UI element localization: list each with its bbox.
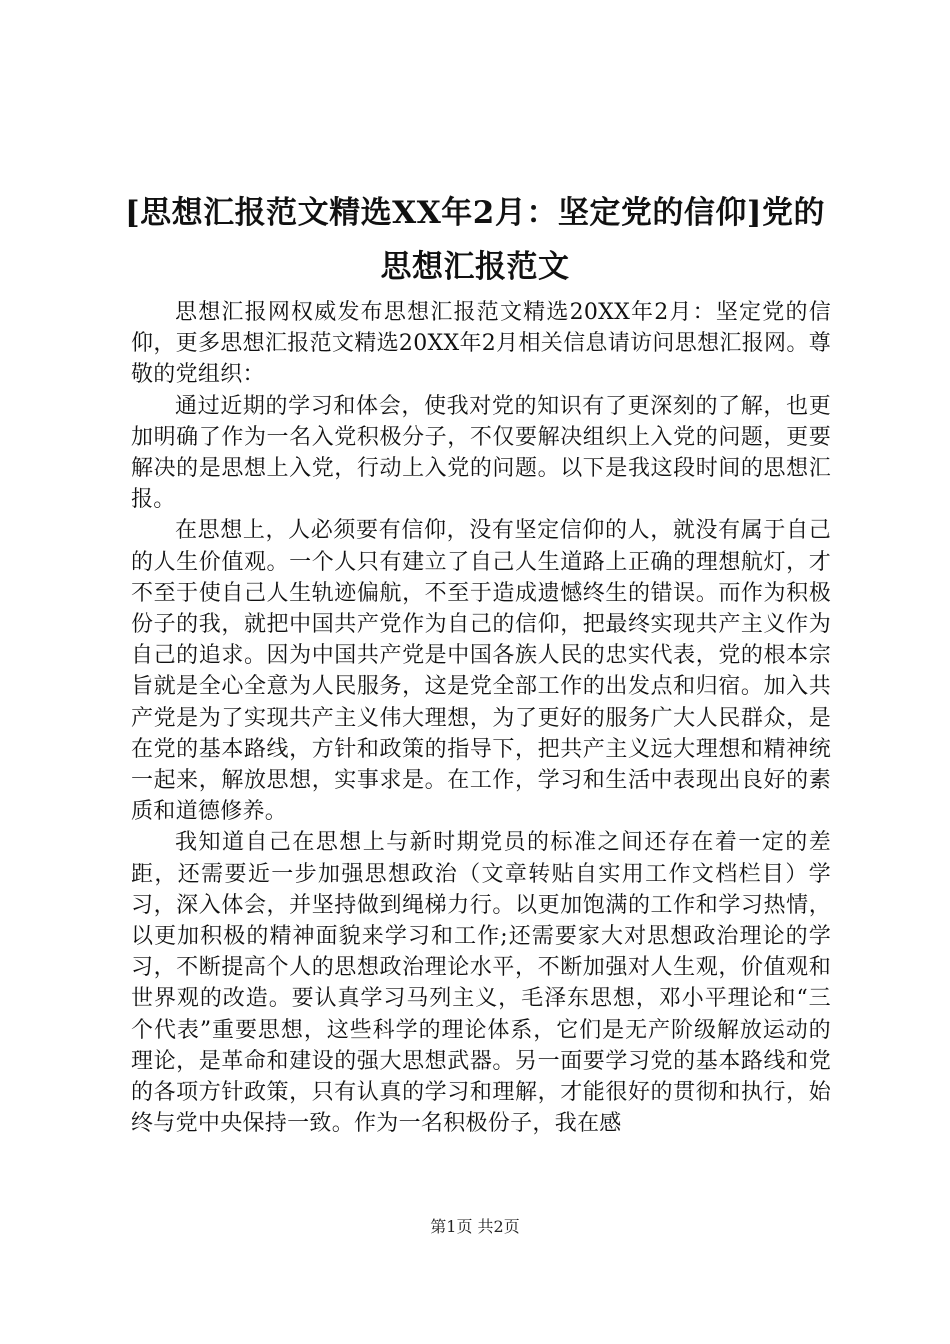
paragraph-2: 通过近期的学习和体会，使我对党的知识有了更深刻的了解，也更加明确了作为一名入党积极分子，不仅要解决组织上入党的问题，更要解决的是思想上入党，行动上入党的问题。以下是我这段时间的思想汇报。 (131, 393, 831, 513)
page-number: 第1页 共2页 (430, 1217, 520, 1236)
paragraph-4: 我知道自己在思想上与新时期党员的标准之间还存在着一定的差距，还需要近一步加强思想政治（文章转贴自实用工作文档栏目）学习，深入体会，并坚持做到绳梯力行。以更加饱满的工作和学习热情，以更加积极的精神面貌来学习和工作;还需要家大对思想政治理论的学习，不断提高个人的思想政治理论水平，不断加强对人生观，价值观和世界观的改造。要认真学习马列主义，毛泽东思想，邓小平理论和“三个代表”重要思想，这些科学的理论体系，它们是无产阶级解放运动的理论，是革命和建设的强大思想武器。另一面要学习党的基本路线和党的各项方针政策，只有认真的学习和理解，才能很好的贯彻和执行，始终与党中央保持一致。作为一名积极份子，我在感 (131, 830, 831, 1137)
paragraph-intro: 思想汇报网权威发布思想汇报范文精选20XX年2月：坚定党的信仰，更多思想汇报范文精选20XX年2月相关信息请访问思想汇报网。尊敬的党组织： (131, 300, 831, 388)
paragraph-3: 在思想上，人必须要有信仰，没有坚定信仰的人，就没有属于自己的人生价值观。一个人只有建立了自己人生道路上正确的理想航灯，才不至于使自己人生轨迹偏航，不至于造成遗憾终生的错误。而作为积极份子的我，就把中国共产党作为自己的信仰，把最终实现共产主义作为自己的追求。因为中国共产党是中国各族人民的忠实代表，党的根本宗旨就是全心全意为人民服务，这是党全部工作的出发点和归宿。加入共产党是为了实现共产主义伟大理想，为了更好的服务广大人民群众，是在党的基本路线，方针和政策的指导下，把共产主义远大理想和精神统一起来，解放思想，实事求是。在工作，学习和生活中表现出良好的素质和道德修养。 (131, 518, 831, 825)
document-body (131, 297, 831, 1139)
document-title: [思想汇报范文精选XX年2月：坚定党的信仰]党的思想汇报范文 (124, 195, 825, 285)
